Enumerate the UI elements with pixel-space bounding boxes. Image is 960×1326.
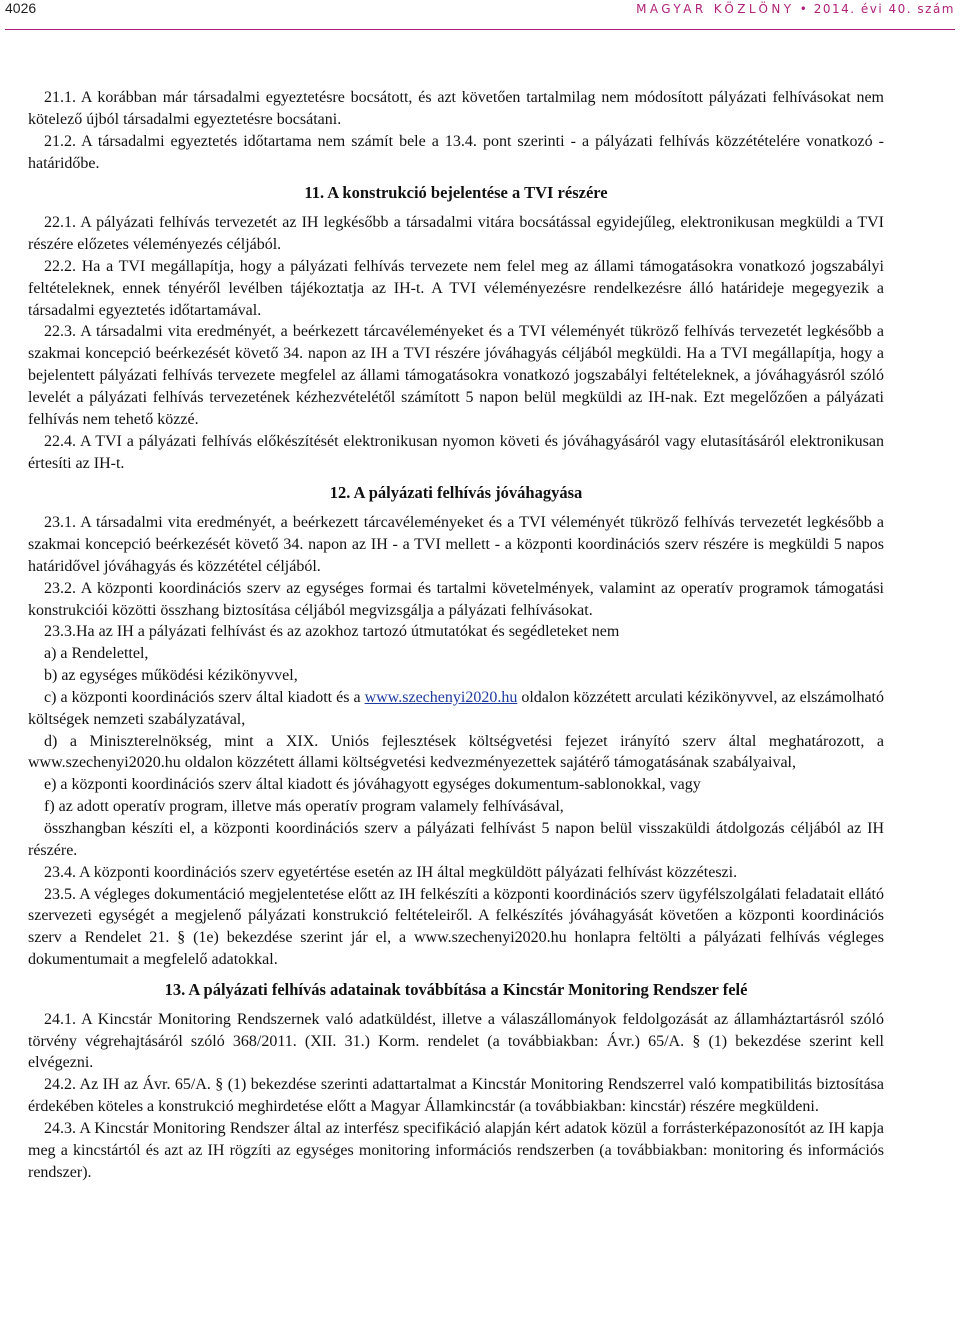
paragraph-23-2: 23.2. A központi koordinációs szerv az egységes formai és tartalmi követelmények, valamint az operatív programok támogatási konstrukciói közötti összhang biztosítása céljából megvizsgálja a pályázati felhívásokat. bbox=[28, 579, 884, 619]
heading-section-13: 13. A pályázati felhívás adatainak továbbítása a Kincstár Monitoring Rendszer felé bbox=[164, 979, 748, 999]
list-item-23-3-d: d) a Miniszterelnökség, mint a XIX. Uniós fejlesztések költségvetési fejezet irányító szerv által meghatározott, a www.szechenyi2020.hu oldalon közzétett állami költségvetési kedvezményezettek sajátérő támogatásának szabályaival, bbox=[28, 732, 884, 772]
running-title bbox=[636, 2, 955, 16]
list-item-23-3-f: f) az adott operatív program, illetve más operatív program valamely felhívásával, bbox=[44, 798, 564, 816]
paragraph-23-5: 23.5. A végleges dokumentáció megjelentetése előtt az IH felkészíti a központi koordinációs szerv ügyfélszolgálati feladatait ellátó szervezeti egységét a megjelenő pályázati konstrukció feltételeiről. A felkészítés jóváhagyását követően a központi koordinációs szerv a Rendelet 21. § (1e) bekezdése szerint jár el, a www.szechenyi2020.hu honlapra feltölti a pályázati felhívás végleges dokumentumait a megfelelő adatokkal. bbox=[28, 885, 884, 969]
heading-section-11: 11. A konstrukció bejelentése a TVI részére bbox=[304, 183, 608, 203]
paragraph-23-3: 23.3.Ha az IH a pályázati felhívást és az azokhoz tartozó útmutatókat és segédleteket nem bbox=[44, 623, 620, 641]
paragraph-24-2: 24.2. Az IH az Ávr. 65/A. § (1) bekezdése szerinti adattartalmat a Kincstár Monitoring Rendszerrel való kompatibilitás biztosítása érdekében köteles a konstrukció meghirdetése előtt a Magyar Államkincstár (a továbbiakban: kincstár) részére megküldeni. bbox=[28, 1076, 884, 1116]
paragraph-24-3: 24.3. A Kincstár Monitoring Rendszer által az interfész specifikáció alapján kért adatok közül a forrásterképazonosítót az IH kapja meg a kincstártól és azt az IH rögzíti az egységes monitoring információs rendszerben (a továbbiakban: monitoring és információs rendszer). bbox=[28, 1119, 884, 1181]
issue-label: 2014. évi 40. szám bbox=[813, 2, 955, 16]
list-item-23-3-e: e) a központi koordinációs szerv által kiadott és jóváhagyott egységes dokumentum-sablonokkal, vagy bbox=[44, 776, 701, 794]
list-item-23-3-c bbox=[28, 687, 884, 731]
paragraph-22-1: 22.1. A pályázati felhívás tervezetét az IH legkésőbb a társadalmi vitára bocsátással egyidejűleg, elektronikusan megküldi a TVI részére előzetes véleményezés céljából. bbox=[28, 214, 884, 254]
list-item-23-3-c-rest: oldalon közzétett arculati kézikönyvvel, az elszámolható költségek nemzeti szabályzatával, bbox=[28, 688, 885, 728]
szechenyi2020-link[interactable]: www.szechenyi2020.hu bbox=[364, 688, 518, 706]
bullet-separator: • bbox=[799, 2, 809, 16]
heading-section-12: 12. A pályázati felhívás jóváhagyása bbox=[329, 483, 583, 503]
header-rule bbox=[5, 29, 955, 30]
paragraph-23-1: 23.1. A társadalmi vita eredményét, a beérkezett tárcavéleményeket és a TVI véleményét tükröző felhívás tervezetét legkésőbb a szakmai koncepció beérkezését követő 34. napon az IH - a TVI mellett - a központi koordinációs szerv részére is megküldi 5 napos határidővel jóváhagyás és közzététel céljából. bbox=[28, 514, 884, 575]
paragraph-23-3-closing: összhangban készíti el, a központi koordinációs szerv a pályázati felhívást 5 napon belül visszaküldi átdolgozás céljából az IH részére. bbox=[28, 820, 884, 859]
paragraph-21-2: 21.2. A társadalmi egyeztetés időtartama nem számít bele a 13.4. pont szerinti - a pályázati felhívás közzétételére vonatkozó - határidőbe. bbox=[28, 132, 884, 172]
list-item-23-3-c-text: c) a központi koordinációs szerv által kiadott és a bbox=[44, 688, 365, 706]
page-number: 4026 bbox=[5, 0, 37, 16]
list-item-23-3-a: a) a Rendelettel, bbox=[44, 645, 149, 663]
paragraph-23-4: 23.4. A központi koordinációs szerv egyetértése esetén az IH által megküldött pályázati felhívást közzéteszi. bbox=[44, 863, 738, 881]
paragraph-21-1: 21.1. A korábban már társadalmi egyeztetésre bocsátott, és azt követően tartalmilag nem módosított pályázati felhívásokat nem kötelező újból társadalmi egyeztetésre bocsátani. bbox=[28, 89, 884, 128]
paragraph-24-1: 24.1. A Kincstár Monitoring Rendszernek való adatküldést, illetve a válaszállományok feldolgozását az államháztartásról szóló törvény végrehajtásáról szóló 368/2011. (XII. 31.) Korm. rendelet (a továbbiakban: Ávr.) 65/A. § (1) bekezdése szerint kell elvégezni. bbox=[28, 1010, 884, 1072]
paragraph-22-3: 22.3. A társadalmi vita eredményét, a beérkezett tárcavéleményeket és a TVI véleményét tükröző felhívás tervezetét legkésőbb a szakmai koncepció beérkezését követő 34. napon az IH a TVI részére jóváhagyás céljából megküldi. Ha a TVI megállapítja, hogy a bejelentett pályázati felhívás tervezete megfelel az állami támogatásokra vonatkozó jogszabályi feltételeknek, a jóváhagyásról szóló levelét a pályázati felhívás tervezetének kézhezvételétől számított 5 napon belül megküldi az IH-nak. Ezt megelőzően a pályázati felhívás nem tehető közzé. bbox=[28, 323, 884, 428]
paragraph-22-2: 22.2. Ha a TVI megállapítja, hogy a pályázati felhívás tervezete nem felel meg az állami támogatásokra vonatkozó jogszabályi feltételeknek, ennek tényéről levélben tájékoztatja az IH-t. A TVI véleményezésre rendelkezésre álló határideje megegyezik a társadalmi egyeztetés időtartamával. bbox=[28, 257, 884, 319]
running-header bbox=[0, 0, 960, 28]
list-item-23-3-b: b) az egységes működési kézikönyvvel, bbox=[44, 667, 298, 685]
publication-name: MAGYAR KÖZLÖNY bbox=[636, 2, 795, 16]
document-body bbox=[28, 87, 884, 1184]
paragraph-22-4: 22.4. A TVI a pályázati felhívás előkészítését elektronikusan nyomon követi és jóváhagyásáról vagy elutasításáról elektronikusan értesíti az IH-t. bbox=[28, 432, 884, 472]
